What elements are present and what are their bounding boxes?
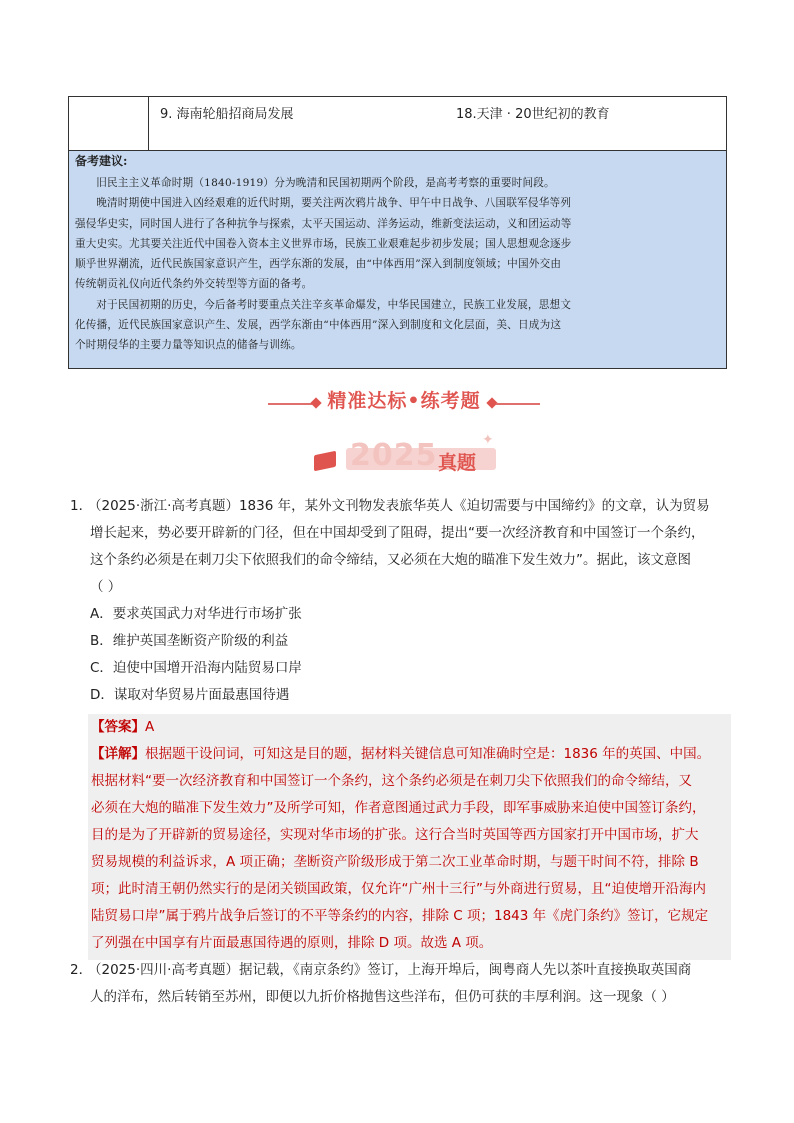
answer-value: A <box>145 719 155 735</box>
advice-p2-line-4: 顺乎世界潮流，近代民族国家意识产生，西学东渐的发展，由“中体西用”深入到制度领域；中国外交由 <box>75 258 562 271</box>
topic-18: 18.天津 · 20世纪初的教育 <box>456 107 610 122</box>
topic-row-label-cell <box>69 97 149 150</box>
advice-p3-line-1: 对于民国初期的历史，今后备考时要重点关注辛亥革命爆发，中华民国建立，民族工业发展，思想文 <box>96 298 572 311</box>
banner-line-right <box>496 403 540 405</box>
detail-line: 根据材料“要一次经济教育和中国签订一个条约，这个条约必须是在刺刀尖下依照我们的命令缔结，又 <box>91 773 692 789</box>
question-line: 1．（2025·浙江·高考真题）1836 年，某外文刊物发表旅华英人《迫切需要与中国缔约》的文章，认为贸易 <box>70 493 730 520</box>
detail-line: 贸易规模的利益诉求，A 项正确；垄断资产阶级形成于第二次工业革命时期，与题干时间不符，排除 B <box>91 854 699 870</box>
year-badge <box>314 432 504 478</box>
advice-p2-line-3: 重大史实。尤其要关注近代中国卷入资本主义世界市场，民族工业艰难起步初步发展；国人思想观念逐步 <box>75 237 572 250</box>
option-b[interactable]: B．维护英国垄断资产阶级的利益 <box>90 633 289 649</box>
option-c[interactable]: C．迫使中国增开沿海内陆贸易口岸 <box>90 660 302 676</box>
banner-diamond-icon <box>310 397 321 408</box>
topic-9: 9. 海南轮船招商局发展 <box>160 107 294 122</box>
option-d[interactable]: D．谋取对华贸易片面最惠国待遇 <box>90 687 290 703</box>
question-1 <box>70 493 730 709</box>
question-line: 2．（2025·四川·高考真题）据记载，《南京条约》签订，上海开埠后，闽粤商人先以茶叶直接换取英国商 <box>70 957 730 984</box>
advice-p3-line-2: 化传播，近代民族国家意识产生、发展，西学东渐由“中体西用”深入到制度和文化层面，美、日成为这 <box>75 319 562 332</box>
detail-line: 根据题干设问词，可知这是目的题，据材料关键信息可知准确时空是：1836 年的英国、中国。 <box>145 746 711 762</box>
exam-advice-box <box>69 151 726 368</box>
question-line: （ ） <box>90 579 122 595</box>
question-number: 2． <box>70 962 93 978</box>
topic-row <box>69 97 726 151</box>
badge-label: 真题 <box>438 452 477 474</box>
option-a[interactable]: A．要求英国武力对华进行市场扩张 <box>90 606 302 622</box>
detail-line: 目的是为了开辟新的贸易途径，实现对华市场的扩张。这行合当时英国等西方国家打开中国市场，扩大 <box>91 827 699 843</box>
question-line: 这个条约必须是在刺刀尖下依照我们的命令缔结，又必须在大炮的瞄准下发生效力”。据此，该文意图 <box>90 552 691 568</box>
section-banner <box>268 386 540 416</box>
detail-line: 项；此时清王朝仍然实行的是闭关锁国政策，仅允许“广州十三行”与外商进行贸易，且“迫使增开沿海内 <box>91 881 706 897</box>
advice-p2-line-2: 强侵华史实，同时国人进行了各种抗争与探索，太平天国运动、洋务运动，维新变法运动，义和团运动等 <box>75 217 572 230</box>
advice-p3-line-3: 个时期侵华的主要力量等知识点的储备与训练。 <box>75 339 302 352</box>
advice-p2-line-1: 晚清时期使中国进入凶经艰难的近代时期，要关注两次鸦片战争、甲午中日战争、八国联军侵华等列 <box>96 197 572 210</box>
topic-table <box>68 96 727 369</box>
sparkle-icon: ✦ <box>482 432 494 448</box>
question-2 <box>70 957 730 1011</box>
advice-p2-line-5: 传统朝贡礼仪向近代条约外交转型等方面的备考。 <box>75 278 313 291</box>
answer-1 <box>91 714 731 957</box>
flag-icon <box>314 451 336 472</box>
detail-line: 陆贸易口岸”属于鸦片战争后签订的不平等条约的内容，排除 C 项；1843 年《虎门条约》签订，它规定 <box>91 908 709 924</box>
answer-tag: 【答案】 <box>91 719 145 735</box>
detail-line: 必须在大炮的瞄准下发生效力”及所学可知，作者意图通过武力手段，即军事威胁来迫使中国签订条约， <box>91 800 706 816</box>
detail-tag: 【详解】 <box>91 746 145 762</box>
question-line: 增长起来，势必要开辟新的门径，但在中国却受到了阻碍，提出“要一次经济教育和中国签订一个条约， <box>90 525 705 541</box>
advice-title: 备考建议: <box>75 154 128 168</box>
banner-line-left <box>268 403 312 405</box>
advice-paragraph-1: 旧民主主义革命时期（1840-1919）分为晚清和民国初期两个阶段，是高考考察的重要时间段。 <box>96 177 555 189</box>
question-line: 人的洋布，然后转销至苏州，即便以九折价格抛售这些洋布，但仍可获的丰厚利润。这一现象（ ） <box>90 989 675 1005</box>
question-number: 1． <box>70 498 93 514</box>
detail-line: 了列强在中国享有片面最惠国待遇的原则，排除 D 项。故选 A 项。 <box>91 935 493 951</box>
banner-title: 精准达标•练考题 <box>327 390 481 412</box>
badge-year: 2025 <box>350 438 438 473</box>
